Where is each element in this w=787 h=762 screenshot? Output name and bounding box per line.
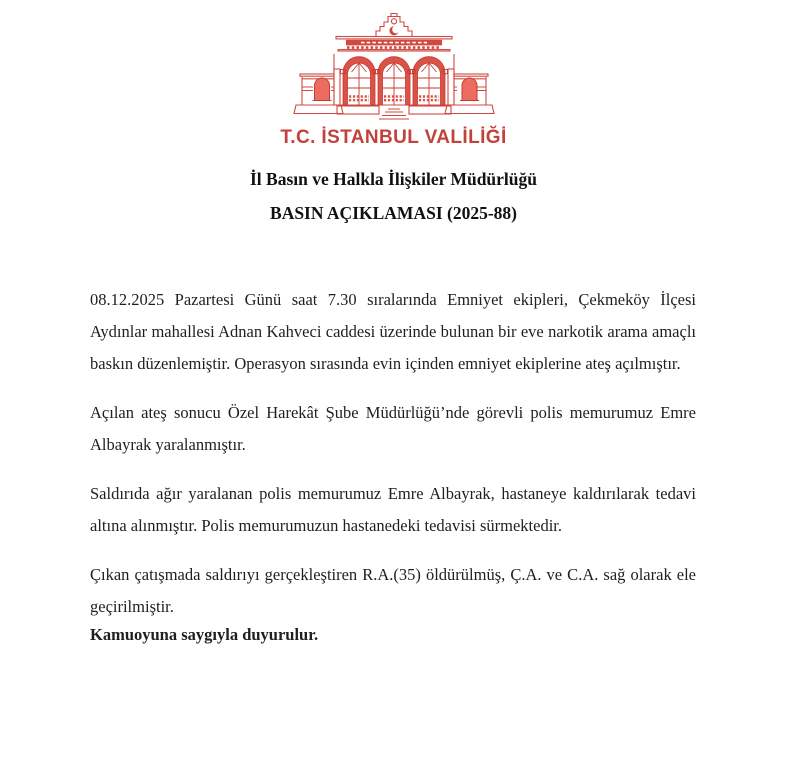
press-release-body	[90, 284, 696, 651]
logo-caption: T.C. İSTANBUL VALİLİĞİ	[280, 127, 507, 148]
governorship-building-icon	[291, 12, 497, 124]
istanbul-governorship-logo	[280, 12, 506, 149]
department-heading: İl Basın ve Halkla İlişkiler Müdürlüğü	[249, 169, 538, 189]
paragraph-4: Çıkan çatışmada saldırıyı gerçekleştiren R.A.(35) öldürülmüş, Ç.A. ve C.A. sağ olarak ele geçirilmiştir.	[90, 565, 696, 616]
paragraph-1: 08.12.2025 Pazartesi Günü saat 7.30 sıralarında Emniyet ekipleri, Çekmeköy İlçesi Aydınlar mahallesi Adnan Kahveci caddesi üzerinde bulunan bir eve narkotik arama amaçlı baskın düzenlemiştir. Operasyon sırasında evin içinden emniyet ekiplerine ateş açılmıştır.	[90, 290, 696, 373]
paragraph-2: Açılan ateş sonucu Özel Harekât Şube Müdürlüğü’nde görevli polis memurumuz Emre Albayrak yaralanmıştır.	[90, 403, 696, 454]
document-masthead	[0, 0, 787, 225]
paragraph-3: Saldırıda ağır yaralanan polis memurumuz Emre Albayrak, hastaneye kaldırılarak tedavi altına alınmıştır. Polis memurumuzun hastanedeki tedavisi sürmektedir.	[90, 484, 696, 535]
press-release-title: BASIN AÇIKLAMASI (2025-88)	[270, 203, 517, 223]
closing-line: Kamuoyuna saygıyla duyurulur.	[90, 625, 319, 644]
